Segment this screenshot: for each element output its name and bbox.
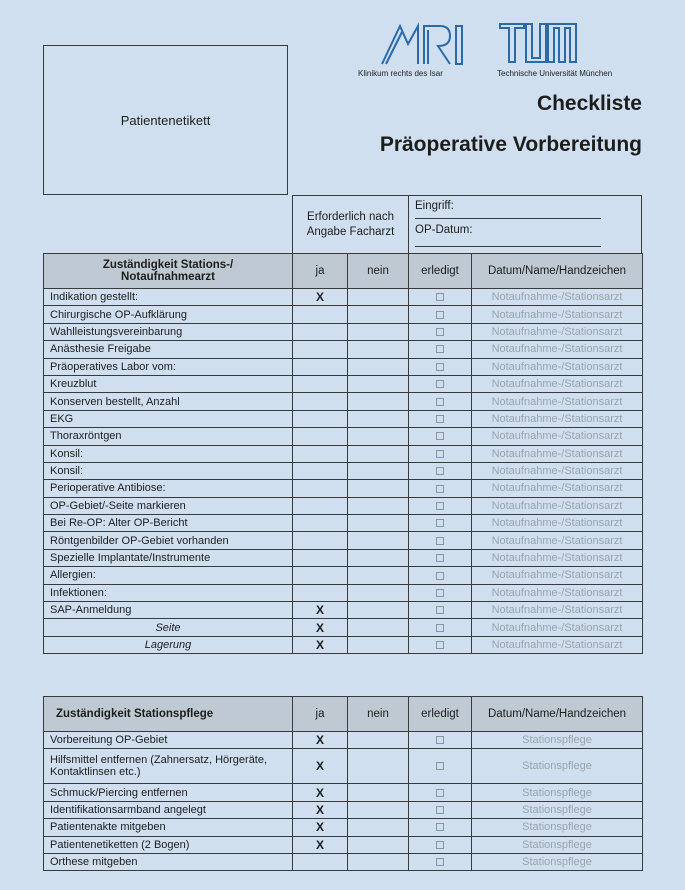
signature-cell[interactable]: Notaufnahme-/Stationsarzt bbox=[472, 619, 643, 636]
row-label: Perioperative Antibiose: bbox=[44, 480, 293, 497]
physician-col-header: erledigt bbox=[409, 254, 472, 289]
nein-cell[interactable] bbox=[348, 515, 409, 532]
erledigt-cell bbox=[409, 306, 472, 323]
signature-cell[interactable]: Notaufnahme-/Stationsarzt bbox=[472, 393, 643, 410]
row-label: Lagerung bbox=[44, 636, 293, 653]
ja-cell[interactable] bbox=[293, 410, 348, 427]
physician-header-row bbox=[44, 254, 643, 289]
erledigt-checkbox[interactable] bbox=[436, 380, 444, 388]
signature-cell[interactable]: Notaufnahme-/Stationsarzt bbox=[472, 532, 643, 549]
erledigt-cell bbox=[409, 410, 472, 427]
erledigt-checkbox[interactable] bbox=[436, 450, 444, 458]
patient-label-text: Patientenetikett bbox=[120, 112, 211, 128]
ja-cell[interactable]: X bbox=[293, 636, 348, 653]
signature-cell[interactable]: Notaufnahme-/Stationsarzt bbox=[472, 306, 643, 323]
row-label: Identifikationsarmband angelegt bbox=[44, 801, 293, 818]
row-label: Präoperatives Labor vom: bbox=[44, 358, 293, 375]
ja-cell[interactable] bbox=[293, 853, 348, 870]
nein-cell[interactable] bbox=[348, 836, 409, 853]
row-label: Kreuzblut bbox=[44, 375, 293, 392]
erledigt-cell bbox=[409, 567, 472, 584]
nein-cell[interactable] bbox=[348, 375, 409, 392]
erledigt-cell bbox=[409, 636, 472, 653]
op-datum-label: OP-Datum: bbox=[415, 224, 473, 236]
erledigt-cell bbox=[409, 801, 472, 818]
erledigt-cell bbox=[409, 358, 472, 375]
physician-row bbox=[44, 549, 643, 566]
physician-row bbox=[44, 497, 643, 514]
erledigt-cell bbox=[409, 602, 472, 619]
ja-cell[interactable]: X bbox=[293, 784, 348, 801]
ja-cell[interactable]: X bbox=[293, 749, 348, 784]
nein-cell[interactable] bbox=[348, 602, 409, 619]
erledigt-checkbox[interactable] bbox=[436, 502, 444, 510]
physician-row bbox=[44, 289, 643, 306]
ja-cell[interactable] bbox=[293, 445, 348, 462]
row-label: Indikation gestellt: bbox=[44, 289, 293, 306]
row-label: Konsil: bbox=[44, 462, 293, 479]
ja-cell[interactable] bbox=[293, 515, 348, 532]
physician-checklist-table bbox=[43, 253, 643, 654]
ja-cell[interactable] bbox=[293, 323, 348, 340]
erledigt-cell bbox=[409, 853, 472, 870]
nursing-col-header: erledigt bbox=[409, 697, 472, 732]
ja-cell[interactable]: X bbox=[293, 801, 348, 818]
nursing-col-header: Zuständigkeit Stationspflege bbox=[44, 697, 293, 732]
nein-cell[interactable] bbox=[348, 410, 409, 427]
physician-col-header: Zuständigkeit Stations-/ Notaufnahmearzt bbox=[44, 254, 293, 289]
physician-row bbox=[44, 306, 643, 323]
signature-cell[interactable]: Notaufnahme-/Stationsarzt bbox=[472, 462, 643, 479]
row-label: Röntgenbilder OP-Gebiet vorhanden bbox=[44, 532, 293, 549]
nein-cell[interactable] bbox=[348, 549, 409, 566]
physician-row bbox=[44, 567, 643, 584]
erledigt-checkbox[interactable] bbox=[436, 624, 444, 632]
nursing-row bbox=[44, 836, 643, 853]
tum-logo-graphic bbox=[498, 20, 578, 64]
physician-col-header: Datum/Name/Handzeichen bbox=[472, 254, 643, 289]
nein-cell[interactable] bbox=[348, 480, 409, 497]
erledigt-cell bbox=[409, 836, 472, 853]
ja-cell[interactable] bbox=[293, 567, 348, 584]
row-label: Thoraxröntgen bbox=[44, 428, 293, 445]
ja-cell[interactable] bbox=[293, 480, 348, 497]
row-label: Wahlleistungsvereinbarung bbox=[44, 323, 293, 340]
erledigt-cell bbox=[409, 323, 472, 340]
erledigt-checkbox[interactable] bbox=[436, 345, 444, 353]
nursing-row bbox=[44, 784, 643, 801]
nein-cell[interactable] bbox=[348, 341, 409, 358]
title-checkliste: Checkliste bbox=[536, 92, 642, 115]
row-label: Patientenetiketten (2 Bogen) bbox=[44, 836, 293, 853]
physician-row bbox=[44, 602, 643, 619]
erledigt-cell bbox=[409, 428, 472, 445]
signature-cell[interactable]: Notaufnahme-/Stationsarzt bbox=[472, 323, 643, 340]
erledigt-checkbox[interactable] bbox=[436, 589, 444, 597]
signature-cell[interactable]: Stationspflege bbox=[472, 749, 643, 784]
physician-row bbox=[44, 480, 643, 497]
erledigt-cell bbox=[409, 732, 472, 749]
row-label: OP-Gebiet/-Seite markieren bbox=[44, 497, 293, 514]
ja-cell[interactable]: X bbox=[293, 732, 348, 749]
signature-cell[interactable]: Stationspflege bbox=[472, 853, 643, 870]
ja-cell[interactable] bbox=[293, 584, 348, 601]
eingriff-line bbox=[415, 218, 601, 219]
erledigt-cell bbox=[409, 445, 472, 462]
erledigt-checkbox[interactable] bbox=[436, 841, 444, 849]
nursing-checklist-table bbox=[43, 696, 643, 871]
erledigt-checkbox[interactable] bbox=[436, 762, 444, 770]
erledigt-cell bbox=[409, 341, 472, 358]
signature-cell[interactable]: Stationspflege bbox=[472, 836, 643, 853]
erledigt-cell bbox=[409, 819, 472, 836]
erledigt-checkbox[interactable] bbox=[436, 823, 444, 831]
nein-cell[interactable] bbox=[348, 497, 409, 514]
erledigt-cell bbox=[409, 289, 472, 306]
signature-cell[interactable]: Notaufnahme-/Stationsarzt bbox=[472, 567, 643, 584]
nursing-row bbox=[44, 853, 643, 870]
erledigt-cell bbox=[409, 393, 472, 410]
mri-logo bbox=[378, 20, 468, 68]
physician-row bbox=[44, 410, 643, 427]
nein-cell[interactable] bbox=[348, 853, 409, 870]
signature-cell[interactable]: Notaufnahme-/Stationsarzt bbox=[472, 602, 643, 619]
required-header bbox=[292, 195, 409, 254]
nein-cell[interactable] bbox=[348, 819, 409, 836]
erledigt-checkbox[interactable] bbox=[436, 398, 444, 406]
signature-cell[interactable]: Notaufnahme-/Stationsarzt bbox=[472, 549, 643, 566]
nein-cell[interactable] bbox=[348, 532, 409, 549]
nein-cell[interactable] bbox=[348, 732, 409, 749]
erledigt-checkbox[interactable] bbox=[436, 789, 444, 797]
row-label: Anästhesie Freigabe bbox=[44, 341, 293, 358]
physician-col-header: nein bbox=[348, 254, 409, 289]
row-label: Chirurgische OP-Aufklärung bbox=[44, 306, 293, 323]
ja-cell[interactable]: X bbox=[293, 619, 348, 636]
nein-cell[interactable] bbox=[348, 784, 409, 801]
physician-row bbox=[44, 341, 643, 358]
signature-cell[interactable]: Notaufnahme-/Stationsarzt bbox=[472, 497, 643, 514]
row-label: Bei Re-OP: Alter OP-Bericht bbox=[44, 515, 293, 532]
erledigt-checkbox[interactable] bbox=[436, 311, 444, 319]
physician-row bbox=[44, 445, 643, 462]
eingriff-label: Eingriff: bbox=[415, 200, 454, 212]
signature-cell[interactable]: Notaufnahme-/Stationsarzt bbox=[472, 480, 643, 497]
physician-row bbox=[44, 393, 643, 410]
signature-cell[interactable]: Notaufnahme-/Stationsarzt bbox=[472, 428, 643, 445]
erledigt-checkbox[interactable] bbox=[436, 363, 444, 371]
nein-cell[interactable] bbox=[348, 306, 409, 323]
nursing-row bbox=[44, 749, 643, 784]
erledigt-checkbox[interactable] bbox=[436, 467, 444, 475]
erledigt-checkbox[interactable] bbox=[436, 432, 444, 440]
row-label: Schmuck/Piercing entfernen bbox=[44, 784, 293, 801]
nein-cell[interactable] bbox=[348, 323, 409, 340]
title-praeoperative: Präoperative Vorbereitung bbox=[379, 133, 642, 156]
ja-cell[interactable] bbox=[293, 497, 348, 514]
signature-cell[interactable]: Notaufnahme-/Stationsarzt bbox=[472, 636, 643, 653]
signature-cell[interactable]: Notaufnahme-/Stationsarzt bbox=[472, 515, 643, 532]
erledigt-cell bbox=[409, 462, 472, 479]
erledigt-cell bbox=[409, 584, 472, 601]
patient-label-box bbox=[43, 45, 288, 195]
row-label: Infektionen: bbox=[44, 584, 293, 601]
nein-cell[interactable] bbox=[348, 393, 409, 410]
erledigt-checkbox[interactable] bbox=[436, 641, 444, 649]
row-label: Orthese mitgeben bbox=[44, 853, 293, 870]
signature-cell[interactable]: Stationspflege bbox=[472, 819, 643, 836]
erledigt-cell bbox=[409, 375, 472, 392]
nein-cell[interactable] bbox=[348, 584, 409, 601]
row-label: Allergien: bbox=[44, 567, 293, 584]
signature-cell[interactable]: Stationspflege bbox=[472, 784, 643, 801]
erledigt-cell bbox=[409, 549, 472, 566]
erledigt-checkbox[interactable] bbox=[436, 293, 444, 301]
physician-row bbox=[44, 636, 643, 653]
erledigt-checkbox[interactable] bbox=[436, 736, 444, 744]
mri-caption: Klinikum rechts des Isar bbox=[358, 69, 443, 78]
erledigt-checkbox[interactable] bbox=[436, 328, 444, 336]
erledigt-cell bbox=[409, 749, 472, 784]
ja-cell[interactable] bbox=[293, 341, 348, 358]
erledigt-cell bbox=[409, 532, 472, 549]
nein-cell[interactable] bbox=[348, 749, 409, 784]
physician-row bbox=[44, 619, 643, 636]
nein-cell[interactable] bbox=[348, 462, 409, 479]
row-label: Spezielle Implantate/Instrumente bbox=[44, 549, 293, 566]
nein-cell[interactable] bbox=[348, 567, 409, 584]
nein-cell[interactable] bbox=[348, 358, 409, 375]
signature-cell[interactable]: Notaufnahme-/Stationsarzt bbox=[472, 445, 643, 462]
erledigt-checkbox[interactable] bbox=[436, 554, 444, 562]
ja-cell[interactable] bbox=[293, 532, 348, 549]
row-label: Patientenakte mitgeben bbox=[44, 819, 293, 836]
nein-cell[interactable] bbox=[348, 428, 409, 445]
row-label: Hilfsmittel entfernen (Zahnersatz, Hörgeräte, Kontaktlinsen etc.) bbox=[44, 749, 293, 784]
erledigt-checkbox[interactable] bbox=[436, 415, 444, 423]
nein-cell[interactable] bbox=[348, 619, 409, 636]
ja-cell[interactable]: X bbox=[293, 836, 348, 853]
row-label: SAP-Anmeldung bbox=[44, 602, 293, 619]
physician-row bbox=[44, 532, 643, 549]
signature-cell[interactable]: Notaufnahme-/Stationsarzt bbox=[472, 410, 643, 427]
nursing-row bbox=[44, 732, 643, 749]
signature-cell[interactable]: Notaufnahme-/Stationsarzt bbox=[472, 341, 643, 358]
nursing-col-header: Datum/Name/Handzeichen bbox=[472, 697, 643, 732]
physician-row bbox=[44, 358, 643, 375]
nein-cell[interactable] bbox=[348, 445, 409, 462]
ja-cell[interactable] bbox=[293, 375, 348, 392]
row-label: Konsil: bbox=[44, 445, 293, 462]
required-header-text: Erforderlich nach Angabe Facharzt bbox=[306, 210, 395, 238]
erledigt-cell bbox=[409, 497, 472, 514]
ja-cell[interactable] bbox=[293, 549, 348, 566]
eingriff-box bbox=[408, 195, 642, 254]
physician-row bbox=[44, 462, 643, 479]
ja-cell[interactable] bbox=[293, 306, 348, 323]
erledigt-checkbox[interactable] bbox=[436, 519, 444, 527]
physician-row bbox=[44, 515, 643, 532]
physician-col-header: ja bbox=[293, 254, 348, 289]
erledigt-checkbox[interactable] bbox=[436, 606, 444, 614]
physician-row bbox=[44, 375, 643, 392]
erledigt-checkbox[interactable] bbox=[436, 806, 444, 814]
ja-cell[interactable] bbox=[293, 462, 348, 479]
erledigt-cell bbox=[409, 619, 472, 636]
ja-cell[interactable] bbox=[293, 428, 348, 445]
erledigt-checkbox[interactable] bbox=[436, 572, 444, 580]
nein-cell[interactable] bbox=[348, 801, 409, 818]
mri-logo-graphic bbox=[378, 20, 468, 68]
ja-cell[interactable]: X bbox=[293, 819, 348, 836]
ja-cell[interactable]: X bbox=[293, 602, 348, 619]
ja-cell[interactable] bbox=[293, 393, 348, 410]
nursing-col-header: ja bbox=[293, 697, 348, 732]
physician-row bbox=[44, 323, 643, 340]
signature-cell[interactable]: Stationspflege bbox=[472, 732, 643, 749]
nursing-header-row bbox=[44, 697, 643, 732]
erledigt-checkbox[interactable] bbox=[436, 485, 444, 493]
nursing-row bbox=[44, 819, 643, 836]
signature-cell[interactable]: Notaufnahme-/Stationsarzt bbox=[472, 289, 643, 306]
nursing-col-header: nein bbox=[348, 697, 409, 732]
row-label: Konserven bestellt, Anzahl bbox=[44, 393, 293, 410]
erledigt-cell bbox=[409, 784, 472, 801]
signature-cell[interactable]: Notaufnahme-/Stationsarzt bbox=[472, 358, 643, 375]
tum-logo bbox=[498, 20, 578, 64]
physician-row bbox=[44, 428, 643, 445]
erledigt-cell bbox=[409, 480, 472, 497]
ja-cell[interactable] bbox=[293, 358, 348, 375]
nein-cell[interactable] bbox=[348, 289, 409, 306]
erledigt-checkbox[interactable] bbox=[436, 858, 444, 866]
ja-cell[interactable]: X bbox=[293, 289, 348, 306]
erledigt-checkbox[interactable] bbox=[436, 537, 444, 545]
tum-caption: Technische Universität München bbox=[497, 69, 613, 78]
row-label: EKG bbox=[44, 410, 293, 427]
signature-cell[interactable]: Stationspflege bbox=[472, 801, 643, 818]
physician-row bbox=[44, 584, 643, 601]
row-label: Vorbereitung OP-Gebiet bbox=[44, 732, 293, 749]
nein-cell[interactable] bbox=[348, 636, 409, 653]
op-datum-line bbox=[415, 246, 601, 247]
signature-cell[interactable]: Notaufnahme-/Stationsarzt bbox=[472, 375, 643, 392]
nursing-row bbox=[44, 801, 643, 818]
erledigt-cell bbox=[409, 515, 472, 532]
signature-cell[interactable]: Notaufnahme-/Stationsarzt bbox=[472, 584, 643, 601]
row-label: Seite bbox=[44, 619, 293, 636]
